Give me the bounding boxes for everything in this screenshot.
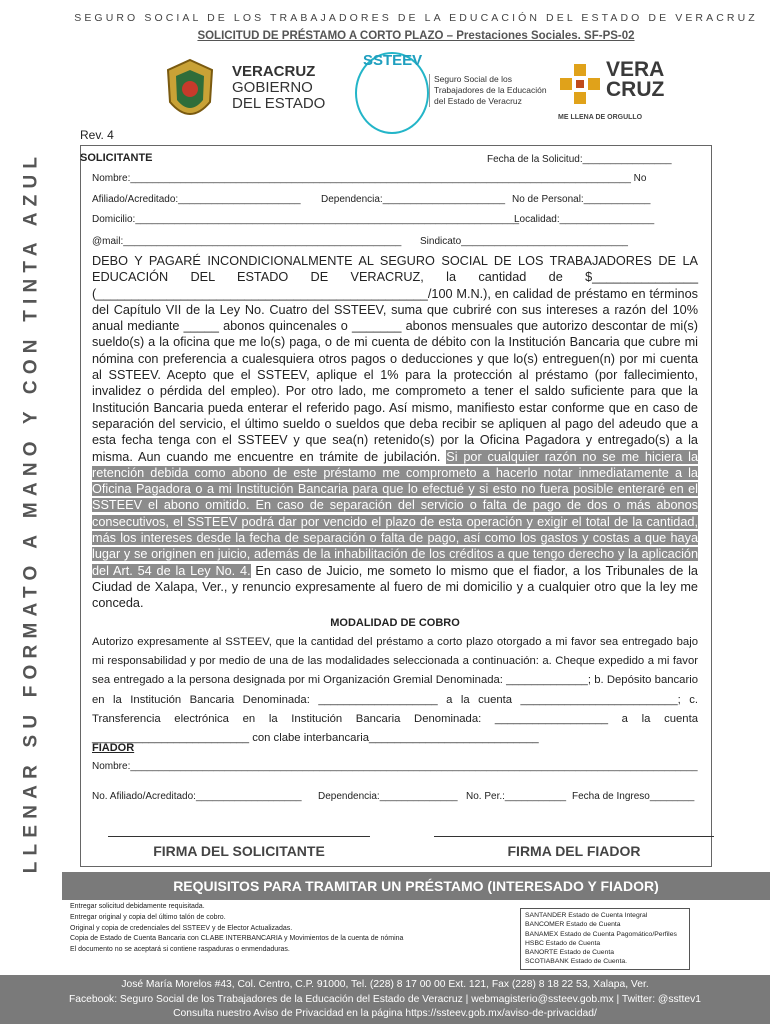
footer	[0, 975, 770, 1024]
sindicato-field[interactable]: Sindicato______________________________	[420, 236, 628, 247]
fiador-fecha-ingreso-field[interactable]: Fecha de Ingreso________	[572, 791, 695, 802]
vertical-notice: LLENAR SU FORMATO A MANO Y CON TINTA AZUL	[20, 150, 41, 874]
fiador-afiliado-field[interactable]: No. Afiliado/Acreditado:___________________	[92, 791, 302, 802]
state-seal-icon	[160, 56, 220, 128]
pagare-part-2: En caso de Juicio, me someto lo mismo que el fiador, a los Tribunales de la Ciudad de Xalapa, Ver., y renuncio expresamente al fuero de mi domicilio y a cualquier otro que la ley me conceda.	[92, 563, 698, 611]
fiador-signature-line[interactable]	[434, 836, 714, 837]
vera-text: VERA	[606, 58, 665, 81]
requisito-item: Entregar original y copia del último talón de cobro.	[70, 913, 226, 921]
pagare-text	[92, 253, 698, 612]
gobierno-logo	[160, 52, 380, 132]
nombre-field[interactable]: Nombre:__________________________________________________________________________________________ No	[92, 173, 647, 184]
dependencia-field[interactable]: Dependencia:______________________	[321, 194, 506, 205]
ssteev-acronym: SSTEEV	[363, 52, 423, 69]
no-personal-field[interactable]: No de Personal:____________	[512, 194, 651, 205]
revision-label: Rev. 4	[80, 128, 114, 142]
bank-item: BANORTE Estado de Cuenta	[525, 949, 615, 957]
fiador-title: FIADOR	[92, 742, 135, 754]
localidad-field[interactable]: Localidad:_________________	[514, 214, 655, 225]
footer-privacy: Consulta nuestro Aviso de Privacidad en la página https://ssteev.gob.mx/aviso-de-privacidad/	[173, 1008, 597, 1019]
veracruz-brand-logo	[558, 52, 708, 132]
modalidad-text: Autorizo expresamente al SSTEEV, que la cantidad del préstamo a corto plazo otorgado a mi favor sea entregado bajo mi responsabilidad y por medio de una de las modalidades seleccionada a continuación: a. Cheque expedido a mi favor sea entregado a la persona designada por mi Organización Gremial Denominada: _____________; b. Depósito bancario en la Institución Bancaria Denominada: ___________________ a la cuenta _________________________; c. Transferencia electrónica en la Institución Bancaria Denominada: __________________ a la cuenta _________________________ con clabe interbancaria___________________________	[92, 636, 698, 745]
requisitos-list	[70, 902, 403, 956]
logos-row	[160, 52, 720, 132]
firma-solicitante-label: FIRMA DEL SOLICITANTE	[153, 843, 325, 859]
slogan: ME LLENA DE ORGULLO	[558, 114, 643, 121]
bank-item: SANTANDER Estado de Cuenta Integral	[525, 912, 648, 919]
footer-social: Facebook: Seguro Social de los Trabajadores de la Educación del Estado de Veracruz | webmagisterio@ssteev.gob.mx | Twitter: @ssttev1	[68, 993, 701, 1005]
ssteev-logo	[355, 52, 555, 132]
afiliado-field[interactable]: Afiliado/Acreditado:______________________	[92, 194, 301, 205]
ssteev-name-2: Trabajadores de la Educación	[434, 85, 547, 95]
banks-box	[520, 908, 690, 970]
vertical-notice-band	[0, 0, 62, 1024]
email-field[interactable]: @mail:__________________________________________________	[92, 236, 402, 247]
fiador-no-per-field[interactable]: No. Per.:___________	[466, 791, 567, 802]
solicitante-signature-line[interactable]	[108, 836, 370, 837]
ssteev-name-1: Seguro Social de los	[434, 74, 512, 84]
cruz-text: CRUZ	[606, 78, 665, 101]
solicitante-title: SOLICITANTE	[80, 152, 153, 164]
institution-name: SEGURO SOCIAL DE LOS TRABAJADORES DE LA EDUCACIÓN DEL ESTADO DE VERACRUZ	[74, 12, 758, 24]
bank-item: HSBC Estado de Cuenta	[525, 939, 601, 947]
modalidad-title: MODALIDAD DE COBRO	[330, 617, 460, 629]
bank-item: BANCOMER Estado de Cuenta	[525, 921, 621, 929]
requisitos-title: REQUISITOS PARA TRAMITAR UN PRÉSTAMO (INTERESADO Y FIADOR)	[62, 872, 770, 900]
gobierno-line-1: VERACRUZ	[232, 63, 316, 80]
domicilio-field[interactable]: Domicilio:_____________________________________________________________________	[92, 214, 520, 225]
fiador-nombre-field[interactable]: Nombre:______________________________________________________________________________________________________	[92, 761, 698, 772]
firma-fiador-label: FIRMA DEL FIADOR	[507, 843, 641, 859]
requisito-item: Original y copia de credenciales del SSTEEV y de Elector Actualizadas.	[70, 924, 293, 932]
requisito-item: Copia de Estado de Cuenta Bancaria con CLABE INTERBANCARIA y Movimientos de la cuenta de nómina	[70, 935, 404, 943]
pattern-icon	[560, 64, 600, 104]
ssteev-name-3: del Estado de Veracruz	[434, 96, 522, 106]
requisito-item: El documento no se aceptará si contiene raspaduras o enmendaduras.	[70, 946, 290, 954]
bank-item: SCOTIABANK Estado de Cuenta.	[525, 958, 628, 966]
fecha-solicitud-field[interactable]: Fecha de la Solicitud:________________	[487, 154, 672, 165]
fiador-dependencia-field[interactable]: Dependencia:______________	[318, 791, 458, 802]
requisito-item: Entregar solicitud debidamente requisitada.	[70, 903, 205, 910]
pagare-highlighted: Si por cualquier razón no se me hiciera la retención debida como abono de este préstamo me comprometo a hacerlo notar inmediatamente a la Oficina Pagadora o a mi Institución Bancaria para que lo efectué y si esto no fuera posible enteraré en el SSTEEV el abono omitido. En caso de separación del servicio o falta de pago de dos o más abonos consecutivos, el SSTEEV podrá dar por vencido el plazo de esta operación y exigir el total de la cantidad, más los intereses desde la fecha de separación o falta de pago, así como los gastos y costas a que haya lugar y se originen en juicio, además de la inhabilitación de los créditos a que tengo derecho y la aplicación del Art. 54 de la Ley No. 4.	[92, 449, 699, 578]
gobierno-line-3: DEL ESTADO	[232, 95, 326, 112]
footer-address: José María Morelos #43, Col. Centro, C.P. 91000, Tel. (228) 8 17 00 00 Ext. 121, Fax (228) 8 18 22 53, Xalapa, Ver.	[121, 979, 649, 990]
pagare-part-1: DEBO Y PAGARÉ INCONDICIONALMENTE AL SEGURO SOCIAL DE LOS TRABAJADORES DE LA EDUCACIÓN DEL ESTADO DE VERACRUZ, la cantidad de $_______________ (_______________________________________________/100 M.N.), en calidad de préstamo en términos del Capítulo VII de la Ley No. Cuatro del SSTEEV, suma que cubriré con sus intereses a razón del 10% anual mediante _____ abonos quincenales o _______ abonos mensuales que autorizo descontar de mi(s) sueldo(s) a la oficina que me lo(s) paga, o de mi cuenta de débito con la Institución Bancaria que cubre mi nómina con preferencia a cualesquiera otros pagos o deducciones y que lo(s) entreguen(n) por mi cuenta al SSTEEV. Acepto que el SSTEEV, aplique el 1% para la protección al préstamo (por fallecimiento, invalidez o pérdida del empleo). Por otro lado, me comprometo a tener el saldo suficiente para que la Institución Bancaria pueda enterar el referido pago. Así mismo, manifiesto estar conforme que en caso de separación del servicio, el último sueldo o sueldos que deba recibir se apliquen al pago del adeudo que a esta fecha tenga con el SSTEEV y que sea(n) retenido(s) por la Oficina Pagadora y entregado(s) a la misma. Aun cuando me encuentre en trámite de jubilación.	[92, 254, 698, 464]
form-title: SOLICITUD DE PRÉSTAMO A CORTO PLAZO – Prestaciones Sociales. SF-PS-02	[197, 30, 635, 42]
gobierno-line-2: GOBIERNO	[232, 79, 313, 96]
bank-item: BANAMEX Estado de Cuenta Pagomático/Perfiles	[525, 930, 677, 938]
